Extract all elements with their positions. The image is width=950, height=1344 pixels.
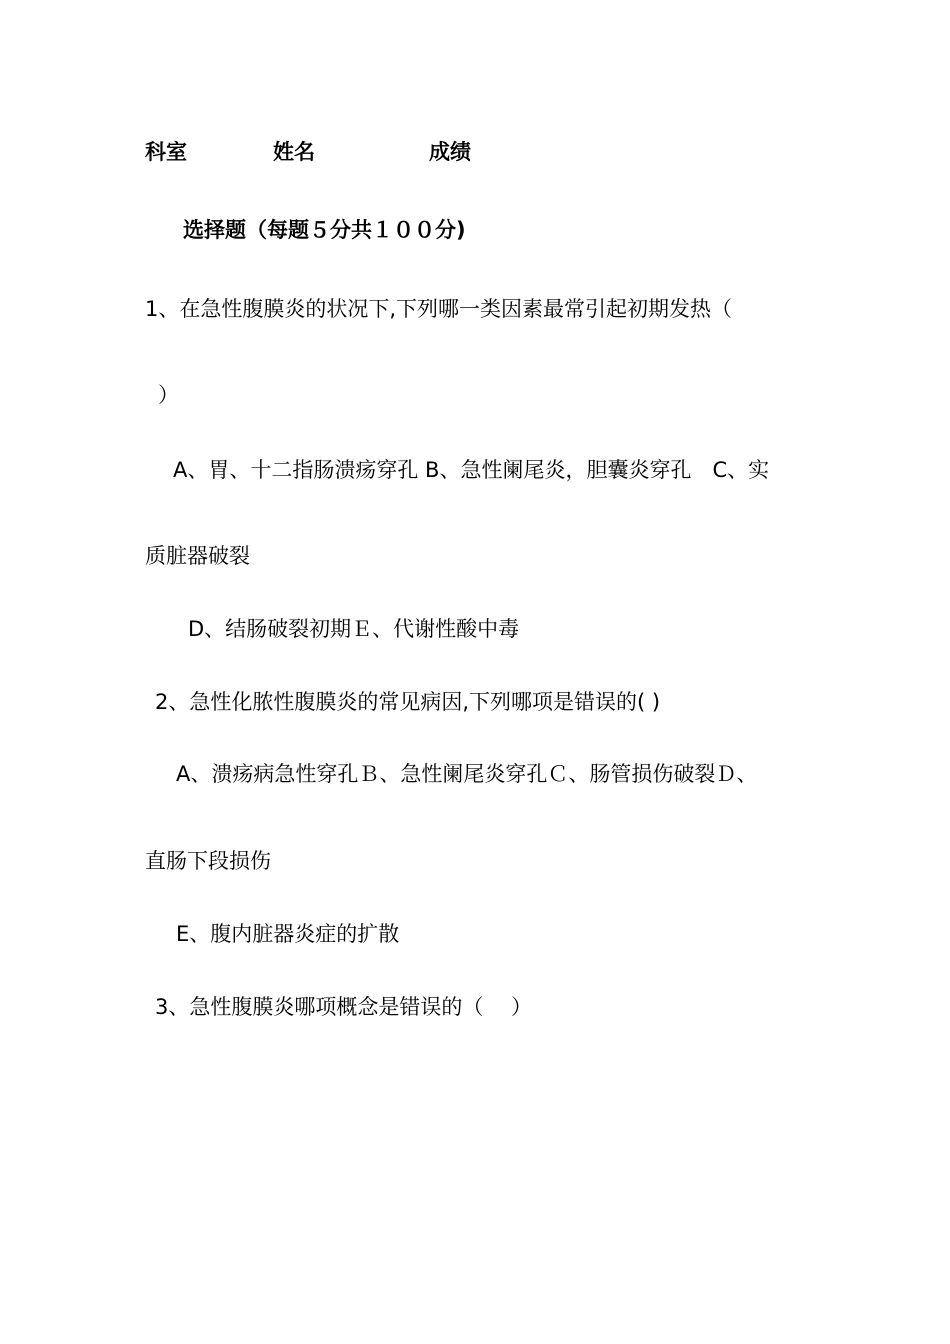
question-1-stem: 1、在急性腹膜炎的状况下,下列哪一类因素最常引起初期发热（ xyxy=(145,297,733,321)
score-label: 成绩 xyxy=(429,140,471,164)
question-1-options-line1: A、胃、十二指肠溃疡穿孔 B、急性阑尾炎，胆囊炎穿孔 C、实 xyxy=(173,458,770,482)
question-1-options-line3: D、结肠破裂初期Ｅ、代谢性酸中毒 xyxy=(188,617,520,641)
question-2-options-line2: 直肠下段损伤 xyxy=(145,849,271,873)
department-label: 科室 xyxy=(145,140,187,164)
question-1-options-line2: 质脏器破裂 xyxy=(145,544,250,568)
question-3-stem: 3、急性腹膜炎哪项概念是错误的（ ） xyxy=(155,995,533,1019)
question-2-stem: 2、急性化脓性腹膜炎的常见病因,下列哪项是错误的( ) xyxy=(155,690,661,714)
question-2-options-line3: E、腹内脏器炎症的扩散 xyxy=(176,922,400,946)
name-label: 姓名 xyxy=(273,140,315,164)
question-2-options-line1: A、溃疡病急性穿孔Ｂ、急性阑尾炎穿孔Ｃ、肠管损伤破裂Ｄ、 xyxy=(176,762,758,786)
question-1-stem-continued: ） xyxy=(158,383,179,407)
section-title: 选择题（每题５分共１００分) xyxy=(183,218,466,242)
